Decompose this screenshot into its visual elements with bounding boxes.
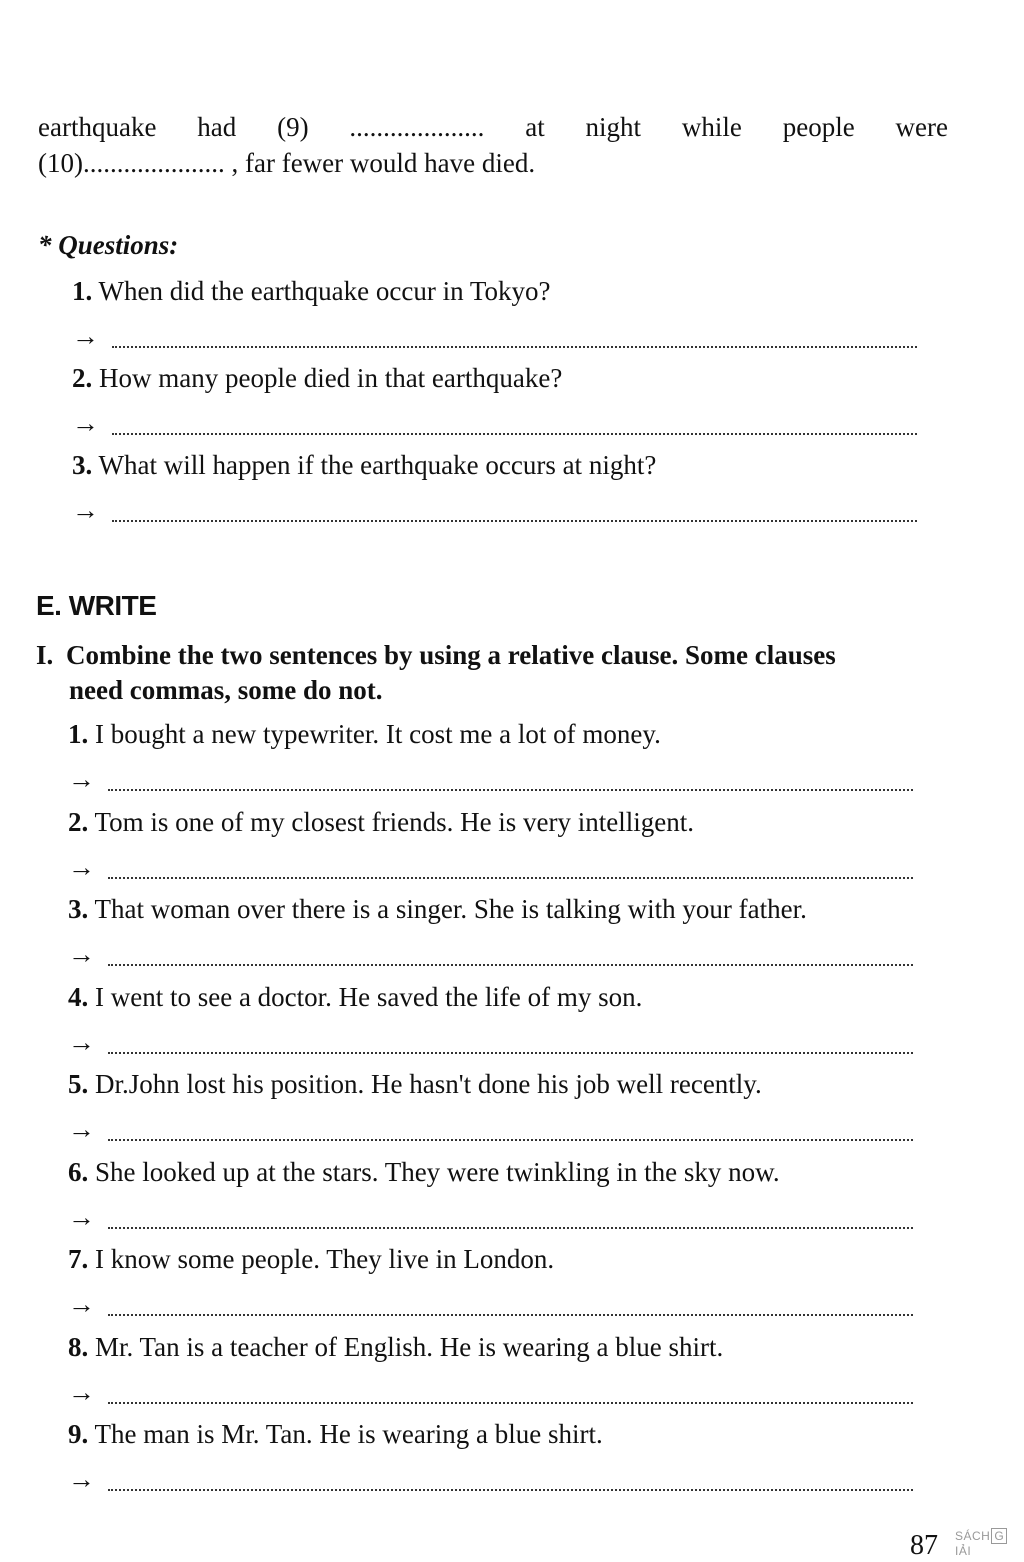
answer-line[interactable] — [68, 855, 918, 879]
dotted-line — [108, 958, 913, 966]
section-heading: E. WRITE — [36, 590, 157, 621]
exercise-text: Tom is one of my closest friends. He is very intelligent. — [94, 807, 695, 837]
arrow-icon: → — [68, 1292, 95, 1316]
arrow-icon: → — [68, 942, 95, 966]
exercise-number: 1. — [68, 719, 89, 749]
answer-line[interactable] — [68, 767, 918, 791]
answer-line[interactable] — [72, 498, 922, 522]
page-number: 87 — [910, 1530, 938, 1561]
answer-line[interactable] — [68, 1292, 918, 1316]
answer-line[interactable] — [68, 1380, 918, 1404]
dotted-line — [108, 871, 913, 879]
instruction-line-1: Combine the two sentences by using a relative clause. Some clauses — [66, 640, 836, 670]
exercise-text: I know some people. They live in London. — [95, 1244, 555, 1274]
exercise-number: 4. — [68, 982, 89, 1012]
exercise-text: She looked up at the stars. They were twinkling in the sky now. — [95, 1157, 780, 1187]
instruction-line-2: need commas, some do not. — [69, 675, 383, 705]
dotted-line — [108, 783, 913, 791]
instruction — [36, 638, 951, 708]
arrow-icon: → — [68, 1380, 95, 1404]
arrow-icon: → — [68, 1117, 95, 1141]
exercise-text: The man is Mr. Tan. He is wearing a blue shirt. — [94, 1419, 603, 1449]
question-number: 3. — [72, 450, 93, 480]
exercise-item — [68, 1330, 723, 1364]
exercise-text: I bought a new typewriter. It cost me a lot of money. — [95, 719, 661, 749]
answer-line[interactable] — [68, 1117, 918, 1141]
exercise-item — [68, 1242, 554, 1276]
exercise-item — [68, 1067, 762, 1101]
arrow-icon: → — [72, 411, 99, 435]
passage-word: had — [197, 112, 237, 142]
blank-9[interactable]: .................... — [349, 112, 485, 142]
exercise-item — [68, 1417, 603, 1451]
question-text: When did the earthquake occur in Tokyo? — [98, 276, 551, 306]
question-item — [72, 361, 562, 395]
passage-word: night — [585, 112, 642, 142]
exercise-number: 8. — [68, 1332, 89, 1362]
questions-title: * Questions: — [38, 230, 179, 260]
exercise-number: 7. — [68, 1244, 89, 1274]
question-text: What will happen if the earthquake occurs at night? — [98, 450, 657, 480]
dotted-line — [108, 1308, 913, 1316]
question-item — [72, 274, 550, 308]
exercise-item — [68, 980, 642, 1014]
arrow-icon: → — [68, 1205, 95, 1229]
question-number: 1. — [72, 276, 93, 306]
answer-line[interactable] — [72, 411, 922, 435]
arrow-icon: → — [68, 767, 95, 791]
passage-word: at — [525, 112, 545, 142]
dotted-line — [108, 1221, 913, 1229]
answer-line[interactable] — [68, 942, 918, 966]
answer-line[interactable] — [68, 1467, 918, 1491]
arrow-icon: → — [68, 1467, 95, 1491]
exercise-text: Dr.John lost his position. He hasn't done his job well recently. — [95, 1069, 762, 1099]
passage-line-1 — [38, 110, 948, 144]
exercise-number: 6. — [68, 1157, 89, 1187]
arrow-icon: → — [68, 855, 95, 879]
question-number: 2. — [72, 363, 93, 393]
exercise-number: 5. — [68, 1069, 89, 1099]
dotted-line — [112, 427, 917, 435]
dotted-line — [108, 1396, 913, 1404]
exercise-item — [68, 1155, 780, 1189]
exercise-text: I went to see a doctor. He saved the life of my son. — [95, 982, 643, 1012]
dotted-line — [112, 340, 917, 348]
instruction-number: I. — [36, 640, 54, 670]
exercise-item — [68, 717, 661, 751]
exercise-text: Mr. Tan is a teacher of English. He is wearing a blue shirt. — [95, 1332, 724, 1362]
passage-word: (9) — [277, 112, 309, 142]
passage-line-2: (10)..................... , far fewer would have died. — [38, 148, 536, 178]
exercise-item — [68, 892, 807, 926]
passage-word: while — [681, 112, 742, 142]
exercise-number: 9. — [68, 1419, 89, 1449]
dotted-line — [112, 514, 917, 522]
dotted-line — [108, 1046, 913, 1054]
answer-line[interactable] — [68, 1030, 918, 1054]
answer-line[interactable] — [68, 1205, 918, 1229]
arrow-icon: → — [72, 324, 99, 348]
watermark-logo: SÁCH GIẢI — [955, 1528, 1024, 1558]
question-item — [72, 448, 656, 482]
answer-line[interactable] — [72, 324, 922, 348]
dotted-line — [108, 1133, 913, 1141]
exercise-number: 3. — [68, 894, 89, 924]
passage-word: earthquake — [38, 112, 157, 142]
exercise-text: That woman over there is a singer. She is talking with your father. — [94, 894, 807, 924]
dotted-line — [108, 1483, 913, 1491]
passage-word: people — [782, 112, 855, 142]
exercise-item — [68, 805, 694, 839]
arrow-icon: → — [72, 498, 99, 522]
passage-word: were — [895, 112, 948, 142]
question-text: How many people died in that earthquake? — [99, 363, 563, 393]
arrow-icon: → — [68, 1030, 95, 1054]
exercise-number: 2. — [68, 807, 89, 837]
